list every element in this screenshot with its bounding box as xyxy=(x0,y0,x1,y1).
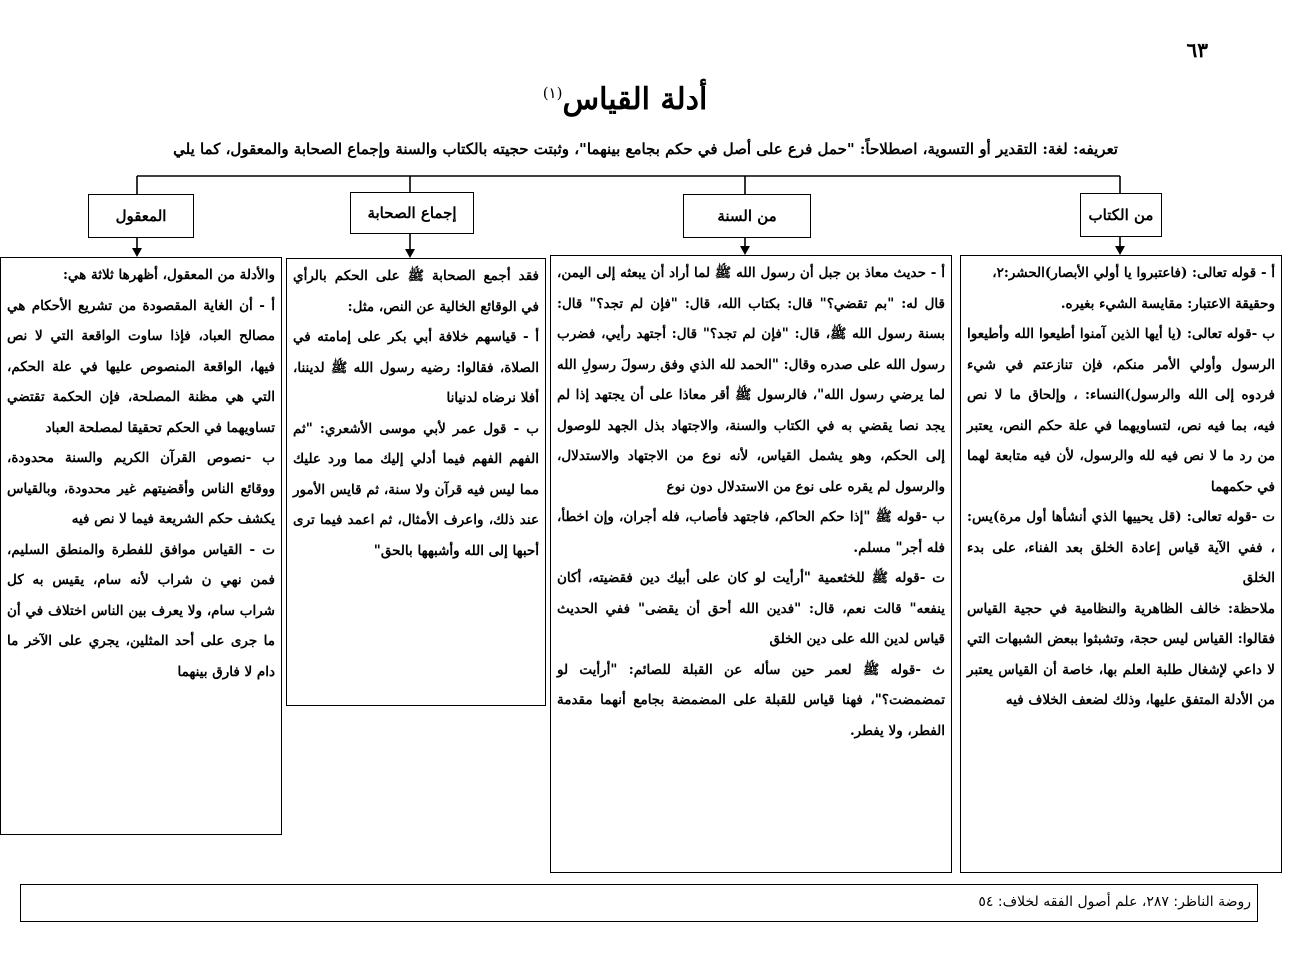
column-aql xyxy=(0,257,282,835)
aql-point-t: ت - القياس موافق للفطرة والمنطق السليم، فمن نهي ن شراب لأنه سام، يقيس به كل شراب سام، ولا يعرف بين الناس اختلاف في أن ما جرى على أحد المثلين، يجري على الآخر ما دام لا فارق بينهما xyxy=(7,541,275,680)
book-remark: ملاحظة: خالف الظاهرية والنظامية في حجية القياس فقالوا: القياس ليس حجة، وتشبثوا ببعض الشبهات التي لا داعي لإشغال طلبة العلم بها، خاصة أن القياس يعتبر من الأدلة المتفق عليها، وذلك لضعف الخلاف فيه xyxy=(967,600,1275,708)
definition-text: تعريفه: لغة: التقدير أو التسوية، اصطلاحاً: "حمل فرع على أصل في حكم بجامع بينهما"، وثبتت حجيته بالكتاب والسنة وإجماع الصحابة والمعقول، كما يلي xyxy=(173,140,1118,158)
sunnah-point-th: ث -قوله ﷺ لعمر حين سأله عن القبلة للصائم: "أرأيت لو تمضمضت؟"، فهنا قياس للقبلة على المضمضة بجامع أنهما مقدمة الفطر، ولا يفطر. xyxy=(557,661,945,739)
branch-box-ijma: إجماع الصحابة xyxy=(350,192,474,234)
page-number: ٦٣ xyxy=(1186,38,1208,62)
ijma-point-b: ب - قول عمر لأبي موسى الأشعري: "ثم الفهم الفهم فيما أدلي إليك مما ورد عليك مما ليس فيه قرآن ولا سنة، ثم قايس الأمور عند ذلك، واعرف الأمثال، ثم اعمد فيما ترى أحبها إلى الله وأشبهها بالحق" xyxy=(293,420,539,559)
title-text: أدلة القياس xyxy=(562,82,708,117)
title-footnote-marker: (١) xyxy=(542,84,563,102)
column-book xyxy=(960,255,1282,873)
sunnah-point-a: أ - حديث معاذ بن جبل أن رسول الله ﷺ لما أراد أن يبعثه إلى اليمن، قال له: "بم تقضي؟" قال: بكتاب الله، قال: "فإن لم تجد؟" قال: بسنة رسول الله ﷺ، قال: "فإن لم تجد؟" قال: أجتهد رأيي، فضرب رسول الله على صدره وقال: "الحمد لله الذي وفق رسولَ رسولِ الله لما يرضي رسول الله"، فالرسول ﷺ أقر معاذا على أن يجتهد إذا لم يجد نصا يقضي به في الكتاب والسنة، والاجتهاد بذل الجهد للوصول إلى الحكم، وهو يشمل القياس، لأنه نوع من الاجتهاد والاستدلال، والرسول لم يقره على نوع من الاستدلال دون نوع xyxy=(557,265,945,495)
arrow-head-ijma xyxy=(405,249,415,258)
sunnah-point-t: ت -قوله ﷺ للخثعمية "أرأيت لو كان على أبيك دين فقضيته، أكان ينفعه" قالت نعم، قال: "فدين الله أحق أن يقضى" ففي الحديث قياس لدين الله على دين الخلق xyxy=(557,570,945,647)
column-ijma xyxy=(286,258,546,706)
arrow-head-book xyxy=(1115,246,1125,255)
aql-point-b: ب -نصوص القرآن الكريم والسنة محدودة، ووقائع الناس وأقضيتهم غير محدودة، وبالقياس يكشف حكم الشريعة فيما لا نص فيه xyxy=(7,450,275,527)
arrow-head-sunnah xyxy=(740,246,750,255)
book-point-t: ت -قوله تعالى: (قل يحييها الذي أنشأها أول مرة)يس: ، ففي الآية قياس إعادة الخلق بعد الفناء، على بدء الخلق xyxy=(967,509,1275,586)
aql-intro: والأدلة من المعقول، أظهرها ثلاثة هي: xyxy=(62,267,275,283)
branch-box-aql: المعقول xyxy=(88,194,194,238)
branch-box-book: من الكتاب xyxy=(1080,193,1162,237)
book-point-a: أ - قوله تعالى: (فاعتبروا يا أولي الأبصار)الحشر:٢، xyxy=(992,265,1275,281)
book-point-a-note: وحقيقة الاعتبار: مقايسة الشيء بغيره. xyxy=(1060,295,1275,312)
column-sunnah xyxy=(550,255,952,873)
ijma-point-a: أ - قياسهم خلافة أبي بكر على إمامته في الصلاة، فقالوا: رضيه رسول الله ﷺ لديننا، أفلا نرضاه لدنيانا xyxy=(293,329,539,406)
branch-box-sunnah: من السنة xyxy=(683,194,811,238)
aql-point-a: أ - أن الغاية المقصودة من تشريع الأحكام هي مصالح العباد، فإذا ساوت الواقعة التي لا نص فيها، الواقعة المنصوص عليها في علة الحكم، التي هي مظنة المصلحة، فإن الحكمة تقتضي تساويهما في الحكم تحقيقا لمصلحة العباد xyxy=(7,297,275,436)
book-point-b: ب -قوله تعالى: (يا أيها الذين آمنوا أطيعوا الله وأطيعوا الرسول وأولي الأمر منكم، فإن تنازعتم في شيء فردوه إلى الله والرسول)النساء: ، وإلحاق ما لا نص فيه، بما فيه نص، لتساويهما في علة حكم النص، يعتبر من رد ما لا نص فيه لله والرسول، لأن فيه متابعة لهما في حكمهما xyxy=(967,326,1275,495)
arrow-head-aql xyxy=(132,248,142,257)
sunnah-point-b: ب -قوله ﷺ "إذا حكم الحاكم، فاجتهد فأصاب، فله أجران، وإن اخطأ، فله أجر" مسلم. xyxy=(557,509,945,556)
footnote: روضة الناظر: ٢٨٧، علم أصول الفقه لخلاف: ٥٤ xyxy=(20,884,1258,922)
ijma-intro: فقد أجمع الصحابة ﷺ على الحكم بالرأي في الوقائع الخالية عن النص، مثل: xyxy=(293,268,539,315)
